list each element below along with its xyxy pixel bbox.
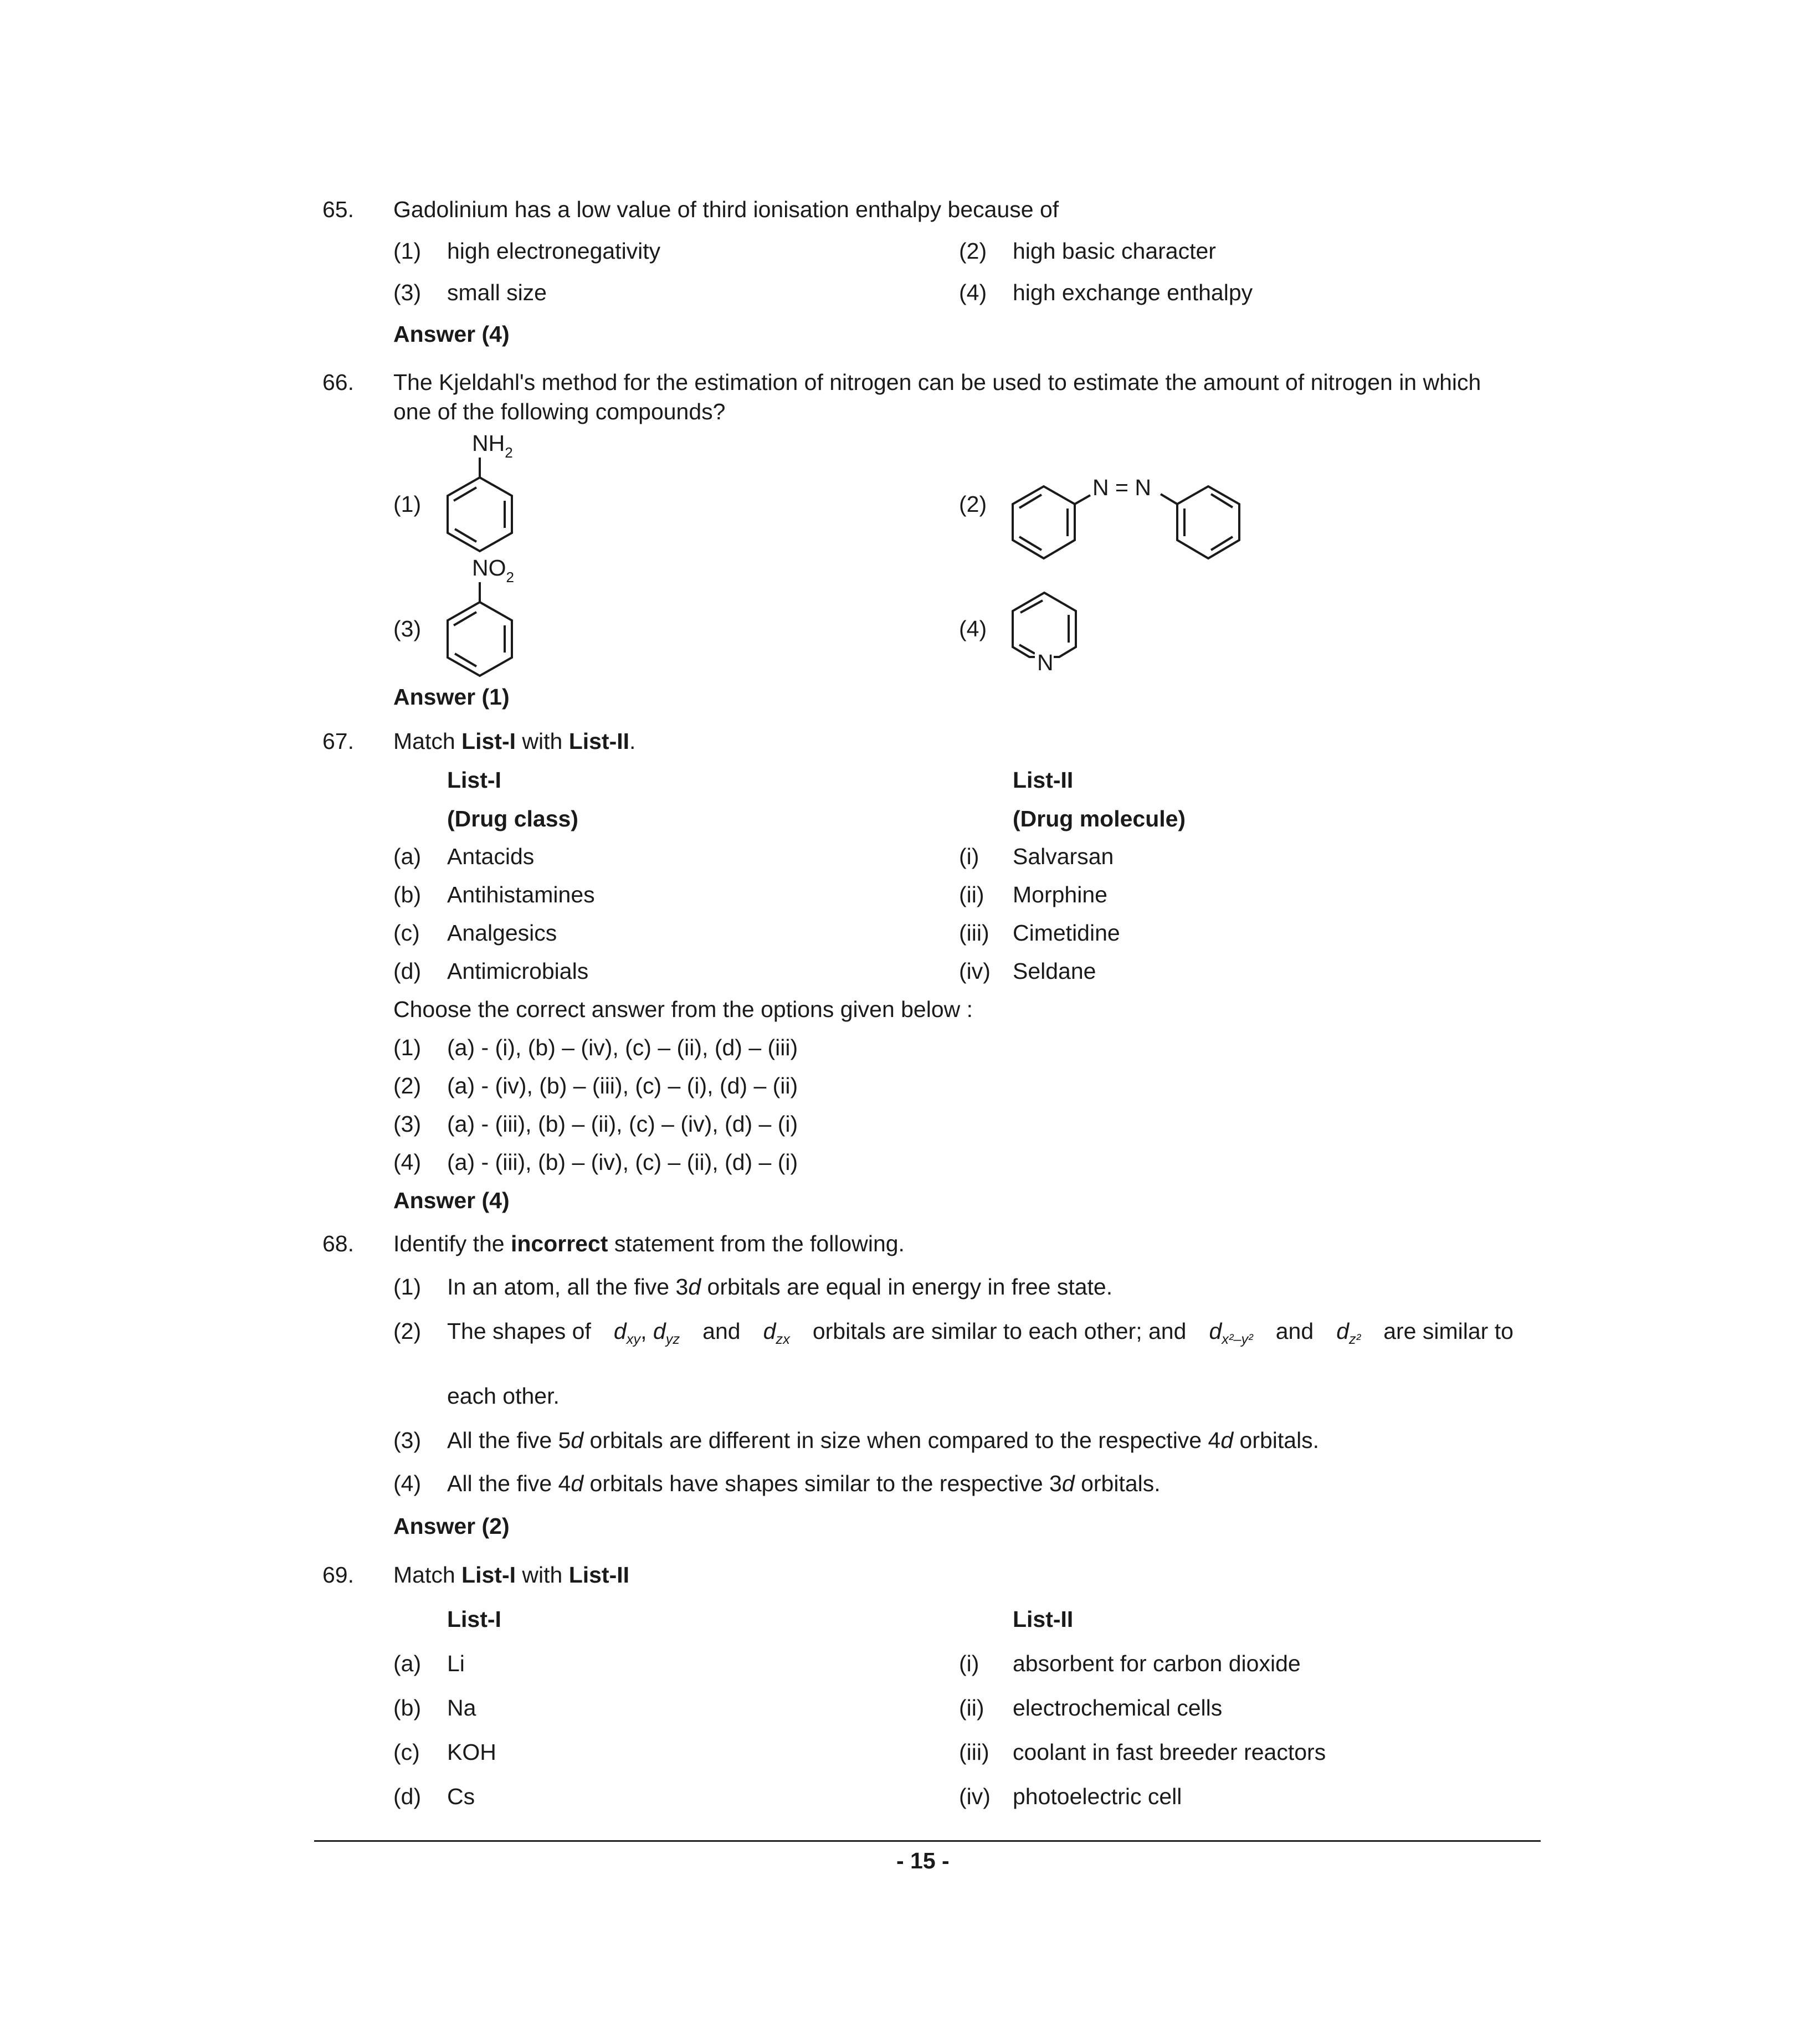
option-number: (1) [393,238,422,264]
list2-key: (iii) [959,1739,989,1765]
orbital-dzx: $d_{zx}$ [763,1318,790,1348]
question-text: Gadolinium has a low value of third ionisation enthalpy because of [393,197,1059,222]
option-number: (3) [393,280,422,305]
answer-label: Answer (4) [393,1188,510,1213]
answer-label: Answer (4) [393,321,510,347]
pyridine-structure [1008,587,1091,687]
option-number: (2) [393,1318,422,1344]
question-text: Match List-I with List-II. [393,728,636,754]
orbital-dxy: $d_{xy}$, $d_{yz}$ [613,1318,680,1348]
option-number: (1) [393,1274,422,1300]
list1-item: Antacids [447,844,535,869]
question-number: 65. [322,197,354,222]
list2-key: (i) [959,844,979,869]
list1-key: (a) [393,1651,422,1676]
azo-bond-label: N = N [1092,475,1151,500]
list1-item: Antihistamines [447,882,595,907]
list2-item: electrochemical cells [1013,1695,1223,1721]
option-text: high electronegativity [447,238,661,264]
option-number: (2) [959,491,987,517]
option-text: small size [447,280,547,305]
orbital-dz2: $d_{z^2}$ [1336,1318,1361,1348]
question-text: The Kjeldahl's method for the estimation of nitrogen can be used to estimate the amount of nitrogen in which [393,369,1481,395]
option-number: (1) [393,1035,422,1060]
option-text: All the five 4d orbitals have shapes similar to the respective 3d orbitals. [447,1471,1161,1496]
list1-subtitle: (Drug class) [447,806,578,831]
list1-key: (c) [393,920,420,946]
option-text: All the five 5d orbitals are different in size when compared to the respective 4d orbitals. [447,1427,1320,1453]
list2-title: List-II [1013,1606,1074,1632]
list2-key: (ii) [959,1695,984,1721]
question-number: 66. [322,369,354,395]
option-number: (4) [393,1471,422,1496]
list2-item: Morphine [1013,882,1107,907]
option-number: (2) [959,238,987,264]
option-text: In an atom, all the five 3d orbitals are equal in energy in free state. [447,1274,1113,1300]
list2-key: (iii) [959,920,989,946]
list1-title: List-I [447,767,501,793]
option-text: (a) - (iii), (b) – (ii), (c) – (iv), (d) – (i) [447,1111,798,1137]
option-number: (3) [393,1111,422,1137]
question-number: 69. [322,1562,354,1588]
list1-item: KOH [447,1739,496,1765]
list2-subtitle: (Drug molecule) [1013,806,1186,831]
list2-title: List-II [1013,767,1074,793]
list1-title: List-I [447,1606,501,1632]
list2-key: (ii) [959,882,984,907]
orbital-dx2y2: $d_{x^2-y^2}$ [1209,1318,1253,1348]
list1-item: Cs [447,1784,475,1809]
nh2-group: $NH_2$ [472,430,513,461]
pyridine-nitrogen: N [1037,650,1054,675]
list2-key: (i) [959,1651,979,1676]
option-number: (3) [393,1427,422,1453]
azobenzene-structure [1008,460,1252,559]
option-number: (1) [393,491,422,517]
option-text-continued: each other. [447,1383,560,1409]
option-number: (3) [393,616,422,641]
question-text: one of the following compounds? [393,399,726,424]
list1-key: (c) [393,1739,420,1765]
option-number: (2) [393,1073,422,1098]
list2-item: coolant in fast breeder reactors [1013,1739,1326,1765]
aniline-structure [432,427,532,554]
question-text: Identify the incorrect statement from the following. [393,1231,905,1256]
list2-item: photoelectric cell [1013,1784,1182,1809]
list1-key: (a) [393,844,422,869]
option-text: (a) - (iii), (b) – (iv), (c) – (ii), (d) – (i) [447,1149,798,1175]
option-text: high exchange enthalpy [1013,280,1253,305]
question-number: 68. [322,1231,354,1256]
option-number: (4) [959,616,987,641]
no2-group: $NO_2$ [472,555,514,586]
list1-key: (d) [393,958,422,984]
list2-key: (iv) [959,1784,991,1809]
question-text: Match List-I with List-II [393,1562,630,1588]
list2-item: Cimetidine [1013,920,1120,946]
choose-instruction: Choose the correct answer from the options given below : [393,997,973,1022]
answer-label: Answer (2) [393,1513,510,1539]
nitrobenzene-structure [432,551,532,679]
option-text: The shapes of $d_{xy}$, $d_{yz}$ and $d_{zx}$ orbitals are similar to each other; and $d_{x^2-y^2}$ and $d_{z^2}$ are similar to [447,1318,1514,1348]
question-number: 67. [322,728,354,754]
list1-key: (b) [393,882,422,907]
option-number: (4) [959,280,987,305]
list1-key: (d) [393,1784,422,1809]
list1-item: Antimicrobials [447,958,589,984]
option-text: (a) - (iv), (b) – (iii), (c) – (i), (d) – (ii) [447,1073,798,1098]
list1-item: Na [447,1695,476,1721]
option-number: (4) [393,1149,422,1175]
answer-label: Answer (1) [393,684,510,710]
list2-item: Salvarsan [1013,844,1114,869]
list2-item: absorbent for carbon dioxide [1013,1651,1301,1676]
page-number: - 15 - [896,1848,950,1873]
list2-key: (iv) [959,958,991,984]
option-text: (a) - (i), (b) – (iv), (c) – (ii), (d) – (iii) [447,1035,798,1060]
option-text: high basic character [1013,238,1216,264]
list2-item: Seldane [1013,958,1096,984]
list1-item: Analgesics [447,920,557,946]
list1-item: Li [447,1651,465,1676]
list1-key: (b) [393,1695,422,1721]
footer-divider [314,1840,1541,1842]
